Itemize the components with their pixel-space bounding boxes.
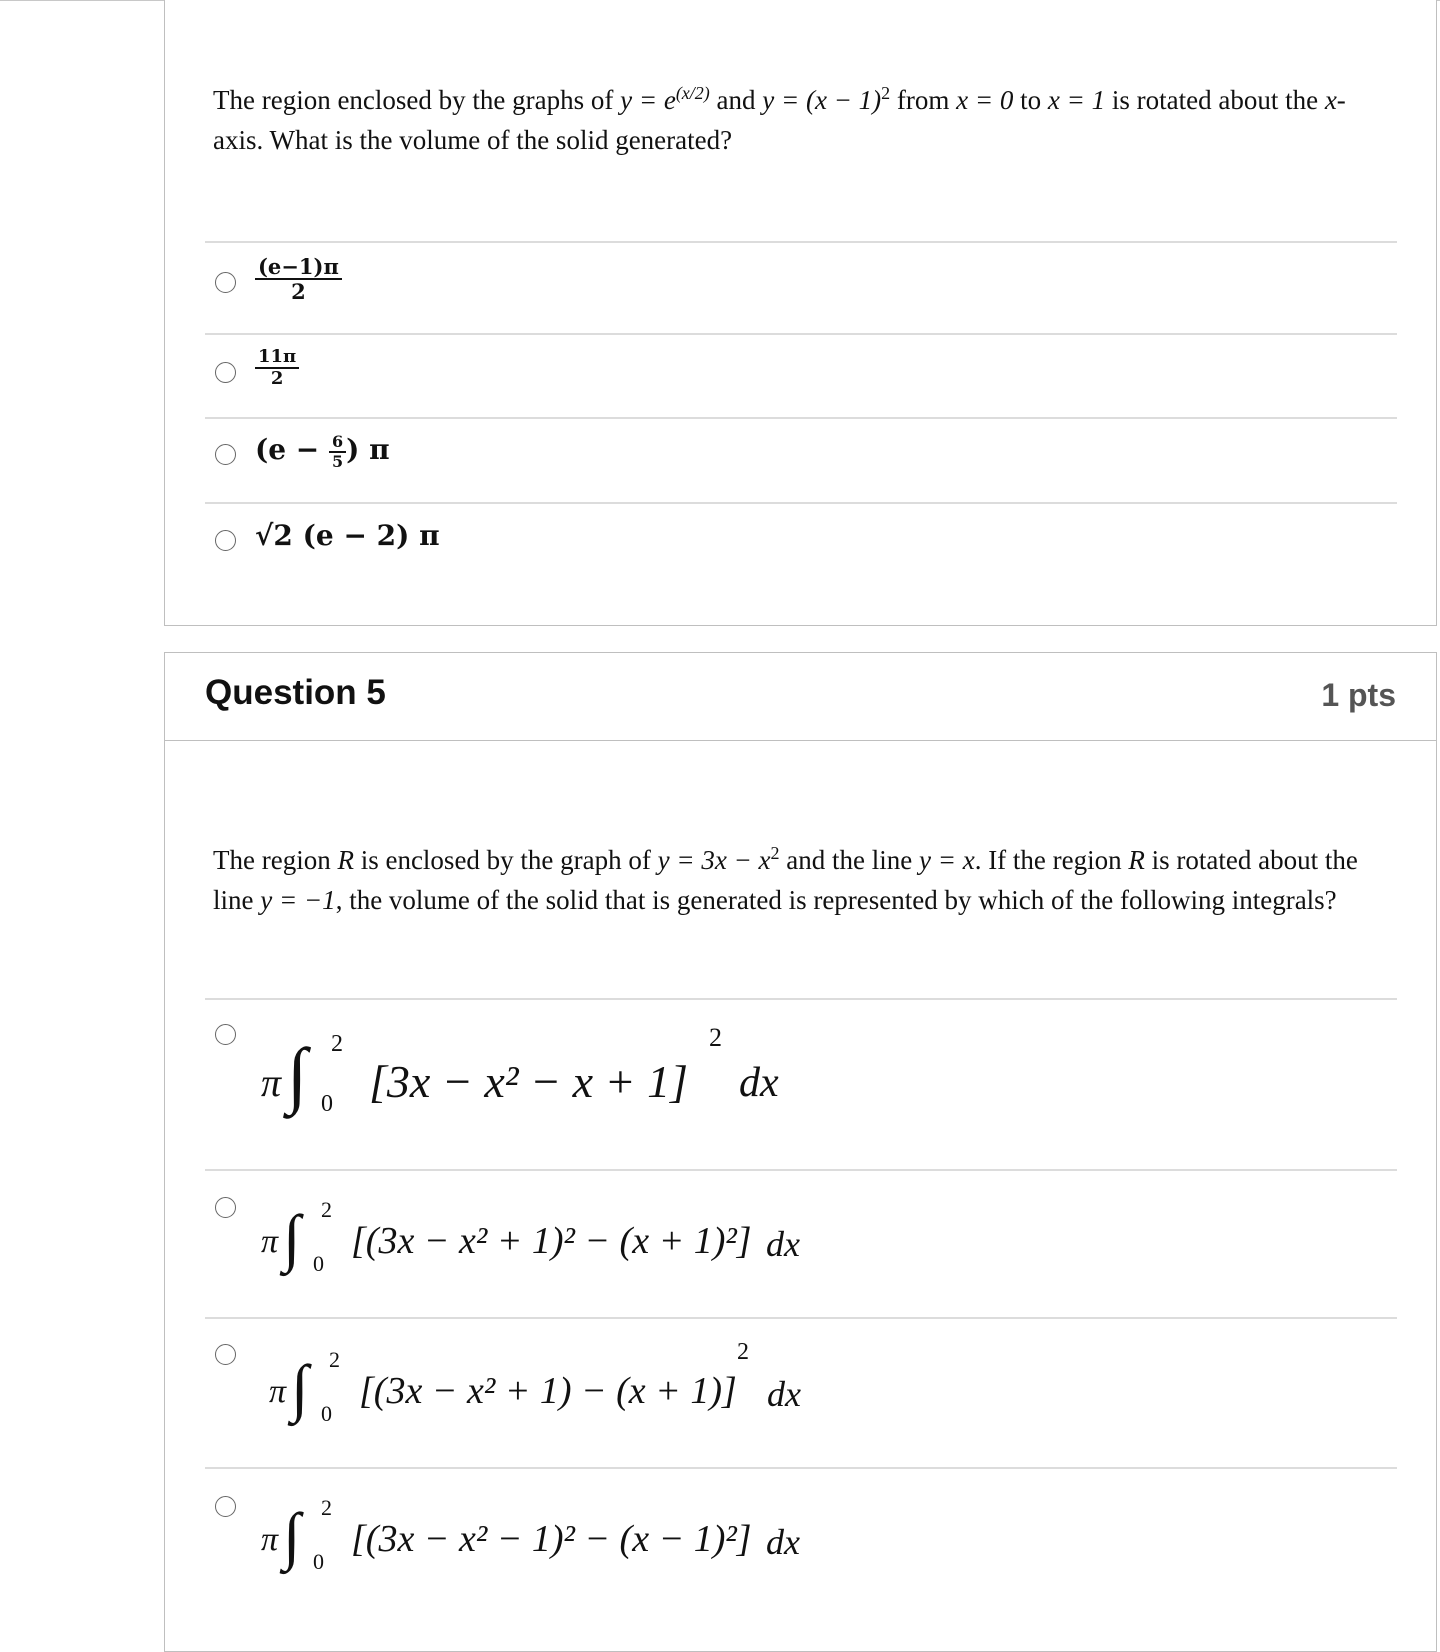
question-4-card (164, 0, 1437, 626)
answer-option-1[interactable] (261, 1023, 821, 1133)
numerator: 6 (329, 433, 346, 453)
variable-r: R (1128, 845, 1145, 875)
differential: dx (766, 1522, 800, 1562)
separator (205, 1317, 1397, 1319)
question-title: Question 5 (205, 673, 386, 712)
separator (205, 417, 1397, 419)
radio-button[interactable] (215, 1344, 236, 1365)
outer-exponent: 2 (709, 1023, 722, 1052)
answer-option-2[interactable] (255, 347, 299, 389)
answer-option-1[interactable] (255, 255, 342, 303)
lower-limit: 0 (313, 1251, 324, 1276)
equation-parabola: y = 3x − x (657, 845, 771, 875)
pi-symbol: π (261, 1521, 279, 1558)
pi-symbol: π (261, 1060, 282, 1105)
integrand: [(3x − x² − 1)² − (x − 1)²] (351, 1518, 752, 1560)
upper-limit: 2 (331, 1031, 343, 1057)
integrand: [(3x − x² + 1)² − (x + 1)²] (351, 1220, 752, 1262)
upper-limit: 2 (329, 1347, 340, 1372)
pi-symbol: π (261, 1223, 279, 1260)
answer-option-3[interactable] (255, 433, 390, 470)
prompt-text: -axis. What is the volume of the solid generated? (213, 85, 1346, 155)
answer-option-3[interactable] (269, 1339, 849, 1445)
radio-button[interactable] (215, 362, 236, 383)
exponent: (x/2) (675, 83, 710, 103)
differential: dx (766, 1224, 800, 1264)
pi-symbol: π (269, 1373, 287, 1410)
denominator: 2 (291, 279, 306, 305)
fraction (255, 255, 342, 303)
variable-x: x (1324, 85, 1337, 115)
denominator: 2 (270, 367, 284, 389)
prompt-text: from (896, 85, 950, 115)
fraction (255, 347, 299, 389)
separator (205, 998, 1397, 1000)
separator (205, 1169, 1397, 1171)
fraction (329, 433, 346, 470)
prompt-text: The region enclosed by the graphs of (213, 85, 614, 115)
radio-button[interactable] (215, 1197, 236, 1218)
radio-button[interactable] (215, 444, 236, 465)
equation-axis-line: y = −1 (260, 885, 336, 915)
lower-limit: 0 (321, 1401, 332, 1426)
equation-line: y = x (919, 845, 975, 875)
numerator: (e−1)π (255, 255, 342, 280)
prompt-text: is rotated about the (1111, 85, 1319, 115)
separator (205, 502, 1397, 504)
outer-exponent: 2 (737, 1339, 749, 1365)
integrand: [3x − x² − x + 1] (369, 1056, 688, 1107)
lower-limit: 0 (313, 1549, 324, 1574)
radio-button[interactable] (215, 530, 236, 551)
question-5-header (165, 653, 1436, 741)
separator (205, 333, 1397, 335)
equation-x0: x = 0 (956, 85, 1014, 115)
differential: dx (739, 1060, 779, 1106)
lower-limit: 0 (321, 1091, 333, 1117)
answer-option-4[interactable] (261, 1491, 841, 1591)
integral-sign: ∫ (283, 1202, 301, 1273)
exponent: 2 (881, 83, 891, 103)
integral-sign: ∫ (291, 1352, 309, 1423)
upper-limit: 2 (321, 1197, 332, 1222)
prompt-text: to (1020, 85, 1042, 115)
integrand: [(3x − x² + 1) − (x + 1)] (359, 1370, 737, 1412)
expression-part: (e − (255, 433, 320, 467)
differential: dx (767, 1374, 801, 1414)
radio-button[interactable] (215, 272, 236, 293)
equation-y-parabola: y = (x − 1) (762, 85, 882, 115)
question-5-card (164, 652, 1437, 1652)
answer-option-2[interactable] (261, 1193, 841, 1293)
expression: √2 (e − 2) π (255, 519, 440, 552)
variable-r: R (337, 845, 354, 875)
prompt-text: and the line (786, 845, 913, 875)
prompt-text: is enclosed by the graph of (360, 845, 651, 875)
answer-option-4[interactable] (255, 519, 440, 552)
equation-x1: x = 1 (1047, 85, 1106, 115)
question-4-prompt (213, 73, 1383, 160)
numerator: 11π (255, 347, 299, 369)
question-5-prompt (213, 833, 1383, 920)
equation-y-exp: y = e (620, 85, 676, 115)
upper-limit: 2 (321, 1495, 332, 1520)
question-points: 1 pts (1321, 677, 1396, 713)
prompt-text: , the volume of the solid that is generated is represented by which of the following integrals? (335, 885, 1337, 915)
separator (205, 241, 1397, 243)
integral-sign: ∫ (283, 1500, 301, 1571)
prompt-text: is rotated about the line (213, 845, 1358, 915)
radio-button[interactable] (215, 1496, 236, 1517)
denominator: 5 (332, 451, 344, 471)
prompt-text: The region (213, 845, 331, 875)
prompt-text: and (716, 85, 756, 115)
exponent: 2 (770, 843, 780, 863)
integral-sign: ∫ (287, 1034, 308, 1116)
radio-button[interactable] (215, 1024, 236, 1045)
prompt-text: . If the region (974, 845, 1122, 875)
expression-part: ) π (346, 433, 390, 467)
separator (205, 1467, 1397, 1469)
